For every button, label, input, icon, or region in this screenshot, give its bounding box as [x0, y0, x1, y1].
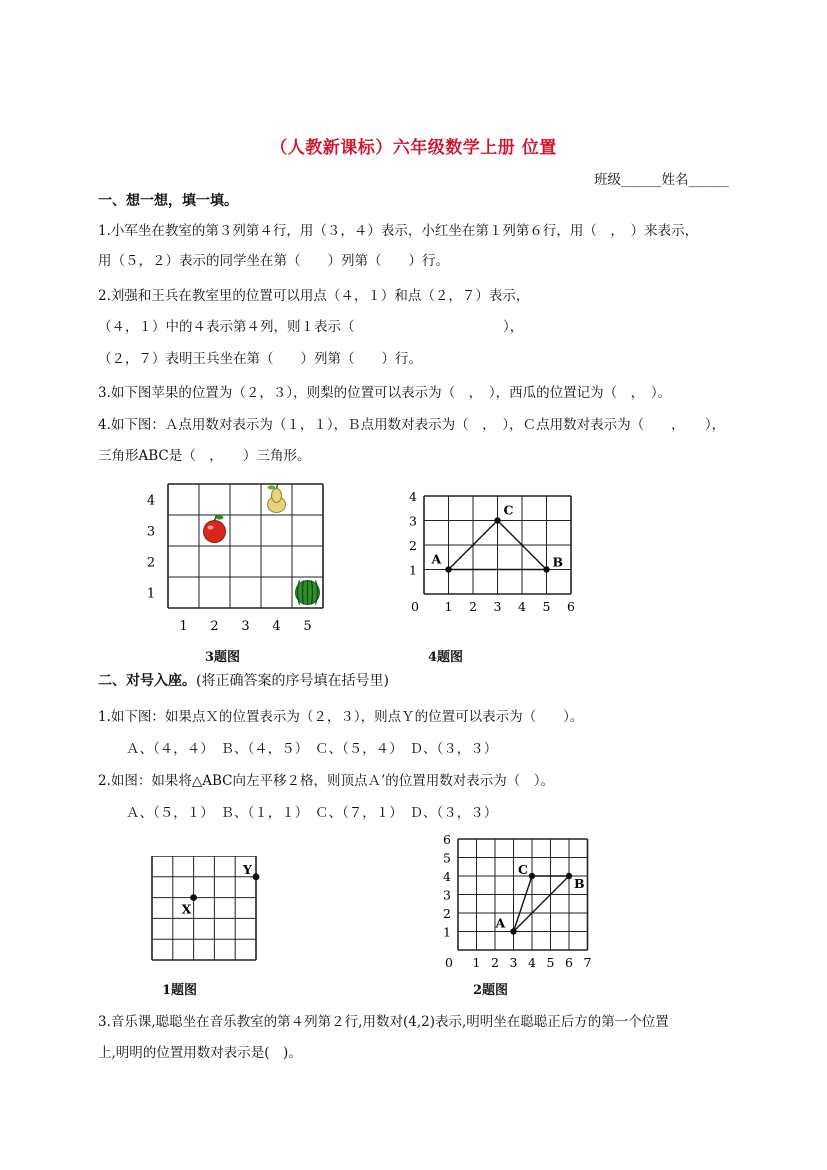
y-axis-label: 2 [409, 538, 417, 553]
x-axis-label: 5 [546, 955, 555, 970]
q2-line3: （２，７）表明王兵坐在第（ ）列第（ ）行。 [98, 351, 422, 367]
x-axis-label: 2 [469, 599, 477, 614]
y-axis-label: 1 [443, 924, 451, 940]
x-axis-label: 3 [493, 599, 502, 614]
figure-3-grid [140, 478, 340, 638]
point-label-b: B [574, 876, 585, 891]
point-b [566, 873, 572, 879]
y-axis-label: 3 [443, 887, 451, 903]
pear-icon [268, 485, 286, 513]
y-axis-label: 2 [443, 906, 451, 921]
x-axis-label: 4 [518, 599, 526, 614]
x-axis-label: 2 [210, 619, 219, 634]
s2-q3-line1: 3.音乐课,聪聪坐在音乐教室的第４列第２行,用数对(4,2)表示,明明坐在聪聪正后方的第一个位置 [98, 1014, 669, 1030]
y-axis-label: 4 [146, 493, 156, 509]
point-y [253, 873, 260, 880]
x-axis-label: 6 [567, 599, 575, 614]
point-label-c: C [518, 862, 528, 877]
y-axis-label: 6 [443, 832, 451, 847]
page-title: （人教新课标）六年级数学上册 位置 [270, 138, 557, 158]
figure-4-coordinate-grid [398, 480, 588, 615]
x-axis-label: 5 [303, 619, 312, 634]
x-axis-label: 1 [472, 955, 481, 970]
x-axis-label: 7 [583, 955, 592, 970]
apple-icon [204, 516, 226, 543]
point-label-y: Y [243, 861, 252, 877]
point-label-a: A [495, 915, 506, 931]
y-axis-label: 1 [409, 562, 417, 578]
y-axis-label: 3 [409, 513, 417, 529]
x-axis-label: 4 [528, 955, 536, 970]
x-axis-label: 2 [491, 955, 499, 970]
x-axis-label: 1 [444, 599, 453, 614]
y-axis-label: 2 [146, 555, 156, 571]
point-a [445, 566, 451, 572]
x-axis-label: 4 [272, 619, 281, 634]
q4-line2: 三角形ABC是（ ， ）三角形。 [98, 448, 311, 464]
x-axis-label: 5 [542, 599, 551, 614]
s2-q2-text: 2.如图：如果将△ABC向左平移２格，则顶点Ａ’的位置用数对表示为（ ）。 [98, 773, 555, 789]
figure-4-caption: 4题图 [428, 650, 464, 665]
q3-text: 3.如下图苹果的位置为（２，３），则梨的位置可以表示为（ ， ），西瓜的位置记为（ ， ）。 [98, 385, 672, 401]
watermelon-icon [296, 581, 320, 605]
point-label-a: A [431, 551, 442, 567]
y-axis-label: 3 [146, 524, 156, 540]
s2-q2-options: Ａ、（５，１） Ｂ、（１，１） Ｃ、（７，１） Ｄ、（３，３） [126, 805, 498, 821]
y-axis-label: 5 [443, 850, 451, 866]
figure-3-caption: 3题图 [205, 650, 241, 665]
point-label-b: B [552, 554, 564, 570]
section2-heading-text: 二、对号入座。 [98, 673, 196, 689]
section2-heading-note: (将正确答案的序号填在括号里) [196, 673, 389, 689]
point-c [494, 517, 500, 523]
x-axis-label: 1 [179, 619, 188, 634]
q4-line1: 4.如下图：Ａ点用数对表示为（１，１），Ｂ点用数对表示为（ ， ），Ｃ点用数对表示为（ ， ）， [98, 417, 726, 433]
figure-2-coordinate-grid [438, 830, 608, 975]
s2-q3-line2: 上,明明的位置用数对表示是( )。 [98, 1045, 302, 1061]
x-axis-label: 6 [565, 955, 573, 970]
x-axis-label: 0 [445, 955, 453, 970]
y-axis-label: 4 [409, 489, 417, 504]
x-axis-label: 0 [411, 599, 419, 614]
figure-1-grid [148, 856, 266, 968]
point-a [510, 928, 516, 934]
section1-heading: 一、想一想，填一填。 [98, 193, 238, 209]
q1-line2: 用（５，２）表示的同学坐在第（ ）列第（ ）行。 [98, 253, 449, 269]
point-c [529, 873, 535, 879]
x-axis-label: 3 [509, 955, 518, 970]
x-axis-label: 3 [241, 619, 250, 634]
q1-line1: 1.小军坐在教室的第３列第４行，用（３，４）表示，小红坐在第１列第６行，用（ ， ）来表示， [98, 223, 699, 239]
figure-2-caption: 2题图 [473, 983, 509, 998]
q2-line2: （４，１）中的４表示第４列，则１表示（ ）， [98, 319, 524, 335]
class-name-line: 班级______姓名______ [594, 172, 729, 188]
point-b [543, 566, 549, 572]
point-label-c: C [503, 502, 514, 518]
s2-q1-text: 1.如下图：如果点Ｘ的位置表示为（２，３），则点Ｙ的位置可以表示为（ ）。 [98, 709, 584, 725]
q2-line1: 2.刘强和王兵在教室里的位置可以用点（４，１）和点（２，７）表示， [98, 288, 530, 304]
figure-1-caption: 1题图 [162, 983, 198, 998]
y-axis-label: 1 [146, 586, 156, 602]
s2-q1-options: Ａ、（４，４） Ｂ、（４，５） Ｃ、（５，４） Ｄ、（３，３） [126, 741, 498, 757]
section2-heading [98, 670, 389, 690]
triangle-abc [514, 876, 570, 932]
point-x [190, 894, 197, 901]
y-axis-label: 4 [443, 869, 451, 884]
point-label-x: X [181, 901, 192, 917]
